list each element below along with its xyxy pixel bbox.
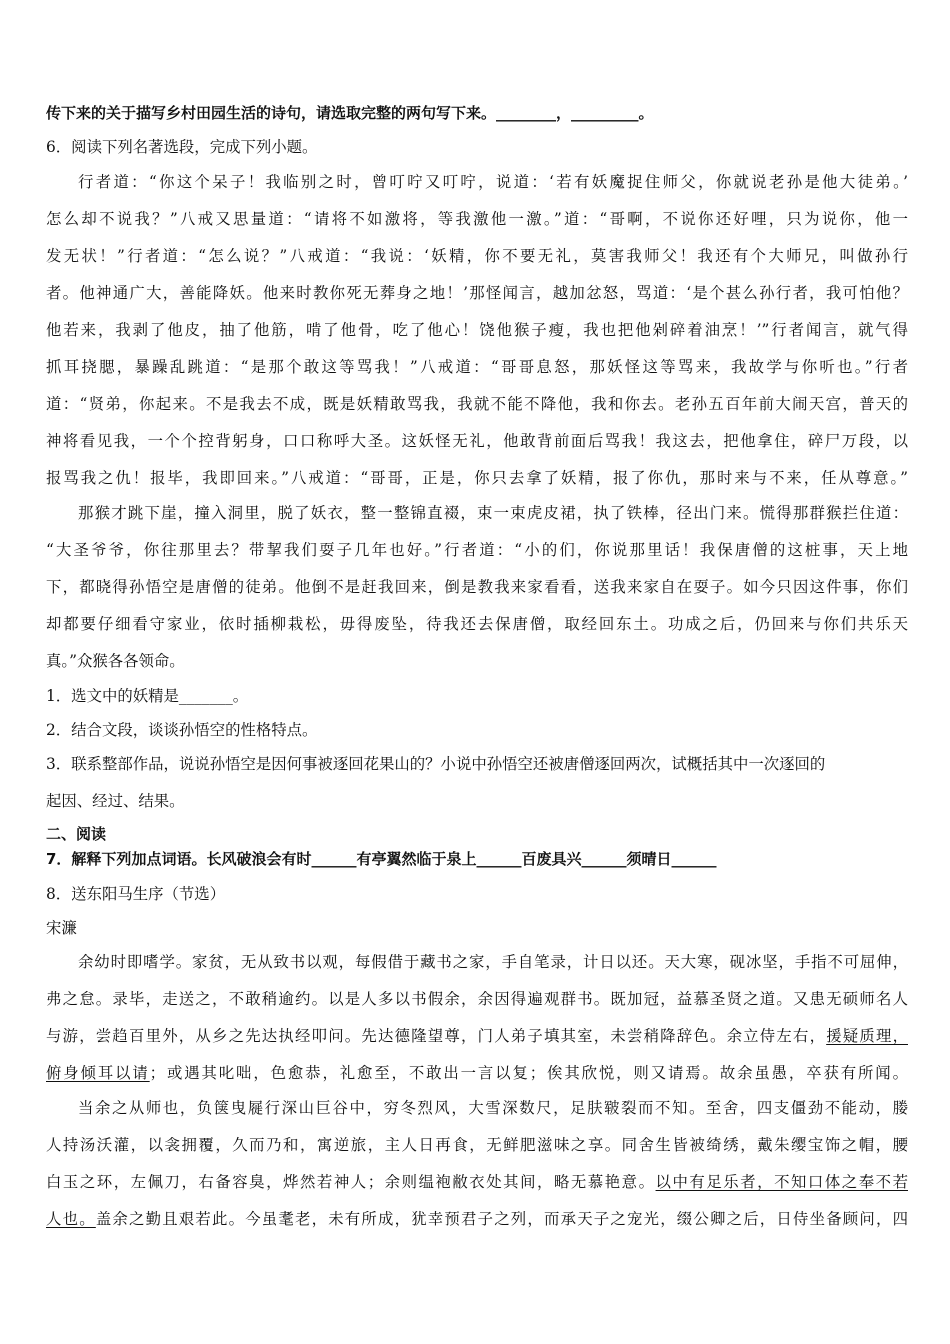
passage-line: “大圣爷爷，你往那里去？带挈我们耍子几年也好。”行者道：“小的们，你说那里话！我保唐僧的这桩事，天上地 [46, 541, 908, 559]
passage-line: 报骂我之仇！报毕，我即回来。”八戒道：“哥哥，正是，你只去拿了妖精，报了你仇，那时来与不来，任从尊意。” [46, 469, 908, 487]
sub-question-3: 3．联系整部作品，说说孙悟空是因何事被逐回花果山的？小说中孙悟空还被唐僧逐回两次，试概括其中一次逐回的 [46, 755, 826, 773]
underlined-phrase: 俯身倾耳以请 [46, 1064, 150, 1082]
passage-line: 与游，尝趋百里外，从乡之先达执经叩问。先达德隆望尊，门人弟子填其室，未尝稍降辞色。余立侍左右，援疑质理， [46, 1027, 908, 1045]
sub-question-1: 1．选文中的妖精是_______。 [46, 687, 249, 705]
passage-line: 余幼时即嗜学。家贫，无从致书以观，每假借于藏书之家，手自笔录，计日以还。天大寒，砚冰坚，手指不可屈伸， [78, 953, 908, 971]
section-heading: 二、阅读 [46, 825, 107, 843]
question-8-title: 8．送东阳马生序（节选） [46, 885, 226, 903]
passage-line: 者。他神通广大，善能降妖。他来时教你死无葬身之地！’那怪闻言，越加忿怒，骂道：‘是个甚么孙行者，我可怕他？ [46, 284, 908, 302]
passage-line: 道：“贤弟，你起来。不是我去不成，既是妖精敢骂我，我就不能不降他，我和你去。老孙五百年前大闹天宫，普天的 [46, 395, 908, 413]
passage-line: 却都要仔细看守家业，依时插柳栽松，毋得废坠，待我还去保唐僧，取经回东土。功成之后，仍回来与你们共乐天 [46, 615, 908, 633]
passage-line: 行者道：“你这个呆子！我临别之时，曾叮咛又叮咛，说道：‘若有妖魔捉住师父，你就说老孙是他大徒弟。’ [78, 173, 908, 191]
passage-line: 他若来，我剥了他皮，抽了他筋，啃了他骨，吃了他心！饶他猴子瘦，我也把他剁碎着油烹！’”行者闻言，就气得 [46, 321, 908, 339]
passage-line: 下，都晓得孙悟空是唐僧的徒弟。他倒不是赶我回来，倒是教我来家看看，送我来家自在耍子。如今只因这件事，你们 [46, 578, 908, 596]
passage-line: 俯身倾耳以请；或遇其叱咄，色愈恭，礼愈至，不敢出一言以复；俟其欣悦，则又请焉。故余虽愚，卒获有所闻。 [46, 1064, 908, 1082]
underlined-phrase: 以中有足乐者，不知口体之奉不若 [655, 1173, 908, 1191]
passage-line: 当余之从师也，负箧曳屣行深山巨谷中，穷冬烈风，大雪深数尺，足肤皲裂而不知。至舍，四支僵劲不能动，媵 [78, 1099, 908, 1117]
passage-line: 抓耳挠腮，暴躁乱跳道：“是那个敢这等骂我！”八戒道：“哥哥息怒，那妖怪这等骂来，我故学与你听也。”行者 [46, 358, 908, 376]
sub-question-2: 2．结合文段，谈谈孙悟空的性格特点。 [46, 721, 318, 739]
passage-line: 人也。盖余之勤且艰若此。今虽耄老，未有所成，犹幸预君子之列，而承天子之宠光，缀公卿之后，日侍坐备顾问，四 [46, 1210, 908, 1228]
underlined-phrase: 人也。 [46, 1210, 96, 1228]
passage-line: 白玉之环，左佩刀，右备容臭，烨然若神人；余则缊袍敝衣处其间，略无慕艳意。以中有足乐者，不知口体之奉不若 [46, 1173, 908, 1191]
passage-line: 那猴才跳下崖，撞入洞里，脱了妖衣，整一整锦直裰，束一束虎皮裙，执了铁棒，径出门来。慌得那群猴拦住道： [78, 504, 908, 522]
passage-line: 发无状！”行者道：“怎么说？”八戒道：“我说：‘妖精，你不要无礼，莫害我师父！我还有个大师兄，叫做孙行 [46, 247, 908, 265]
passage-line: 神将看见我，一个个控背躬身，口口称呼大圣。这妖怪无礼，他敢背前面后骂我！我这去，把他拿住，碎尸万段，以 [46, 432, 908, 450]
passage-line: 人持汤沃灌，以衾拥覆，久而乃和，寓逆旅，主人日再食，无鲜肥滋味之享。同舍生皆被绮绣，戴朱缨宝饰之帽，腰 [46, 1136, 908, 1154]
question-7: 7．解释下列加点词语。长风破浪会有时______有亭翼然临于泉上______百废具兴______须晴日______ [46, 850, 717, 868]
passage-line: 弗之怠。录毕，走送之，不敢稍逾约。以是人多以书假余，余因得遍观群书。既加冠，益慕圣贤之道。又患无硕师名人 [46, 990, 908, 1008]
question-5-tail: 传下来的关于描写乡村田园生活的诗句，请选取完整的两句写下来。________，_________。 [46, 104, 654, 122]
passage-author: 宋濂 [46, 919, 77, 937]
passage-line: 真。”众猴各各领命。 [46, 652, 185, 670]
question-6-title: 6．阅读下列名著选段，完成下列小题。 [46, 138, 318, 156]
underlined-phrase: 援疑质理， [826, 1027, 908, 1045]
sub-question-3-cont: 起因、经过、结果。 [46, 792, 185, 810]
passage-line: 怎么却不说我？”八戒又思量道：“请将不如激将，等我激他一激。”道：“哥啊，不说你还好哩，只为说你，他一 [46, 210, 908, 228]
